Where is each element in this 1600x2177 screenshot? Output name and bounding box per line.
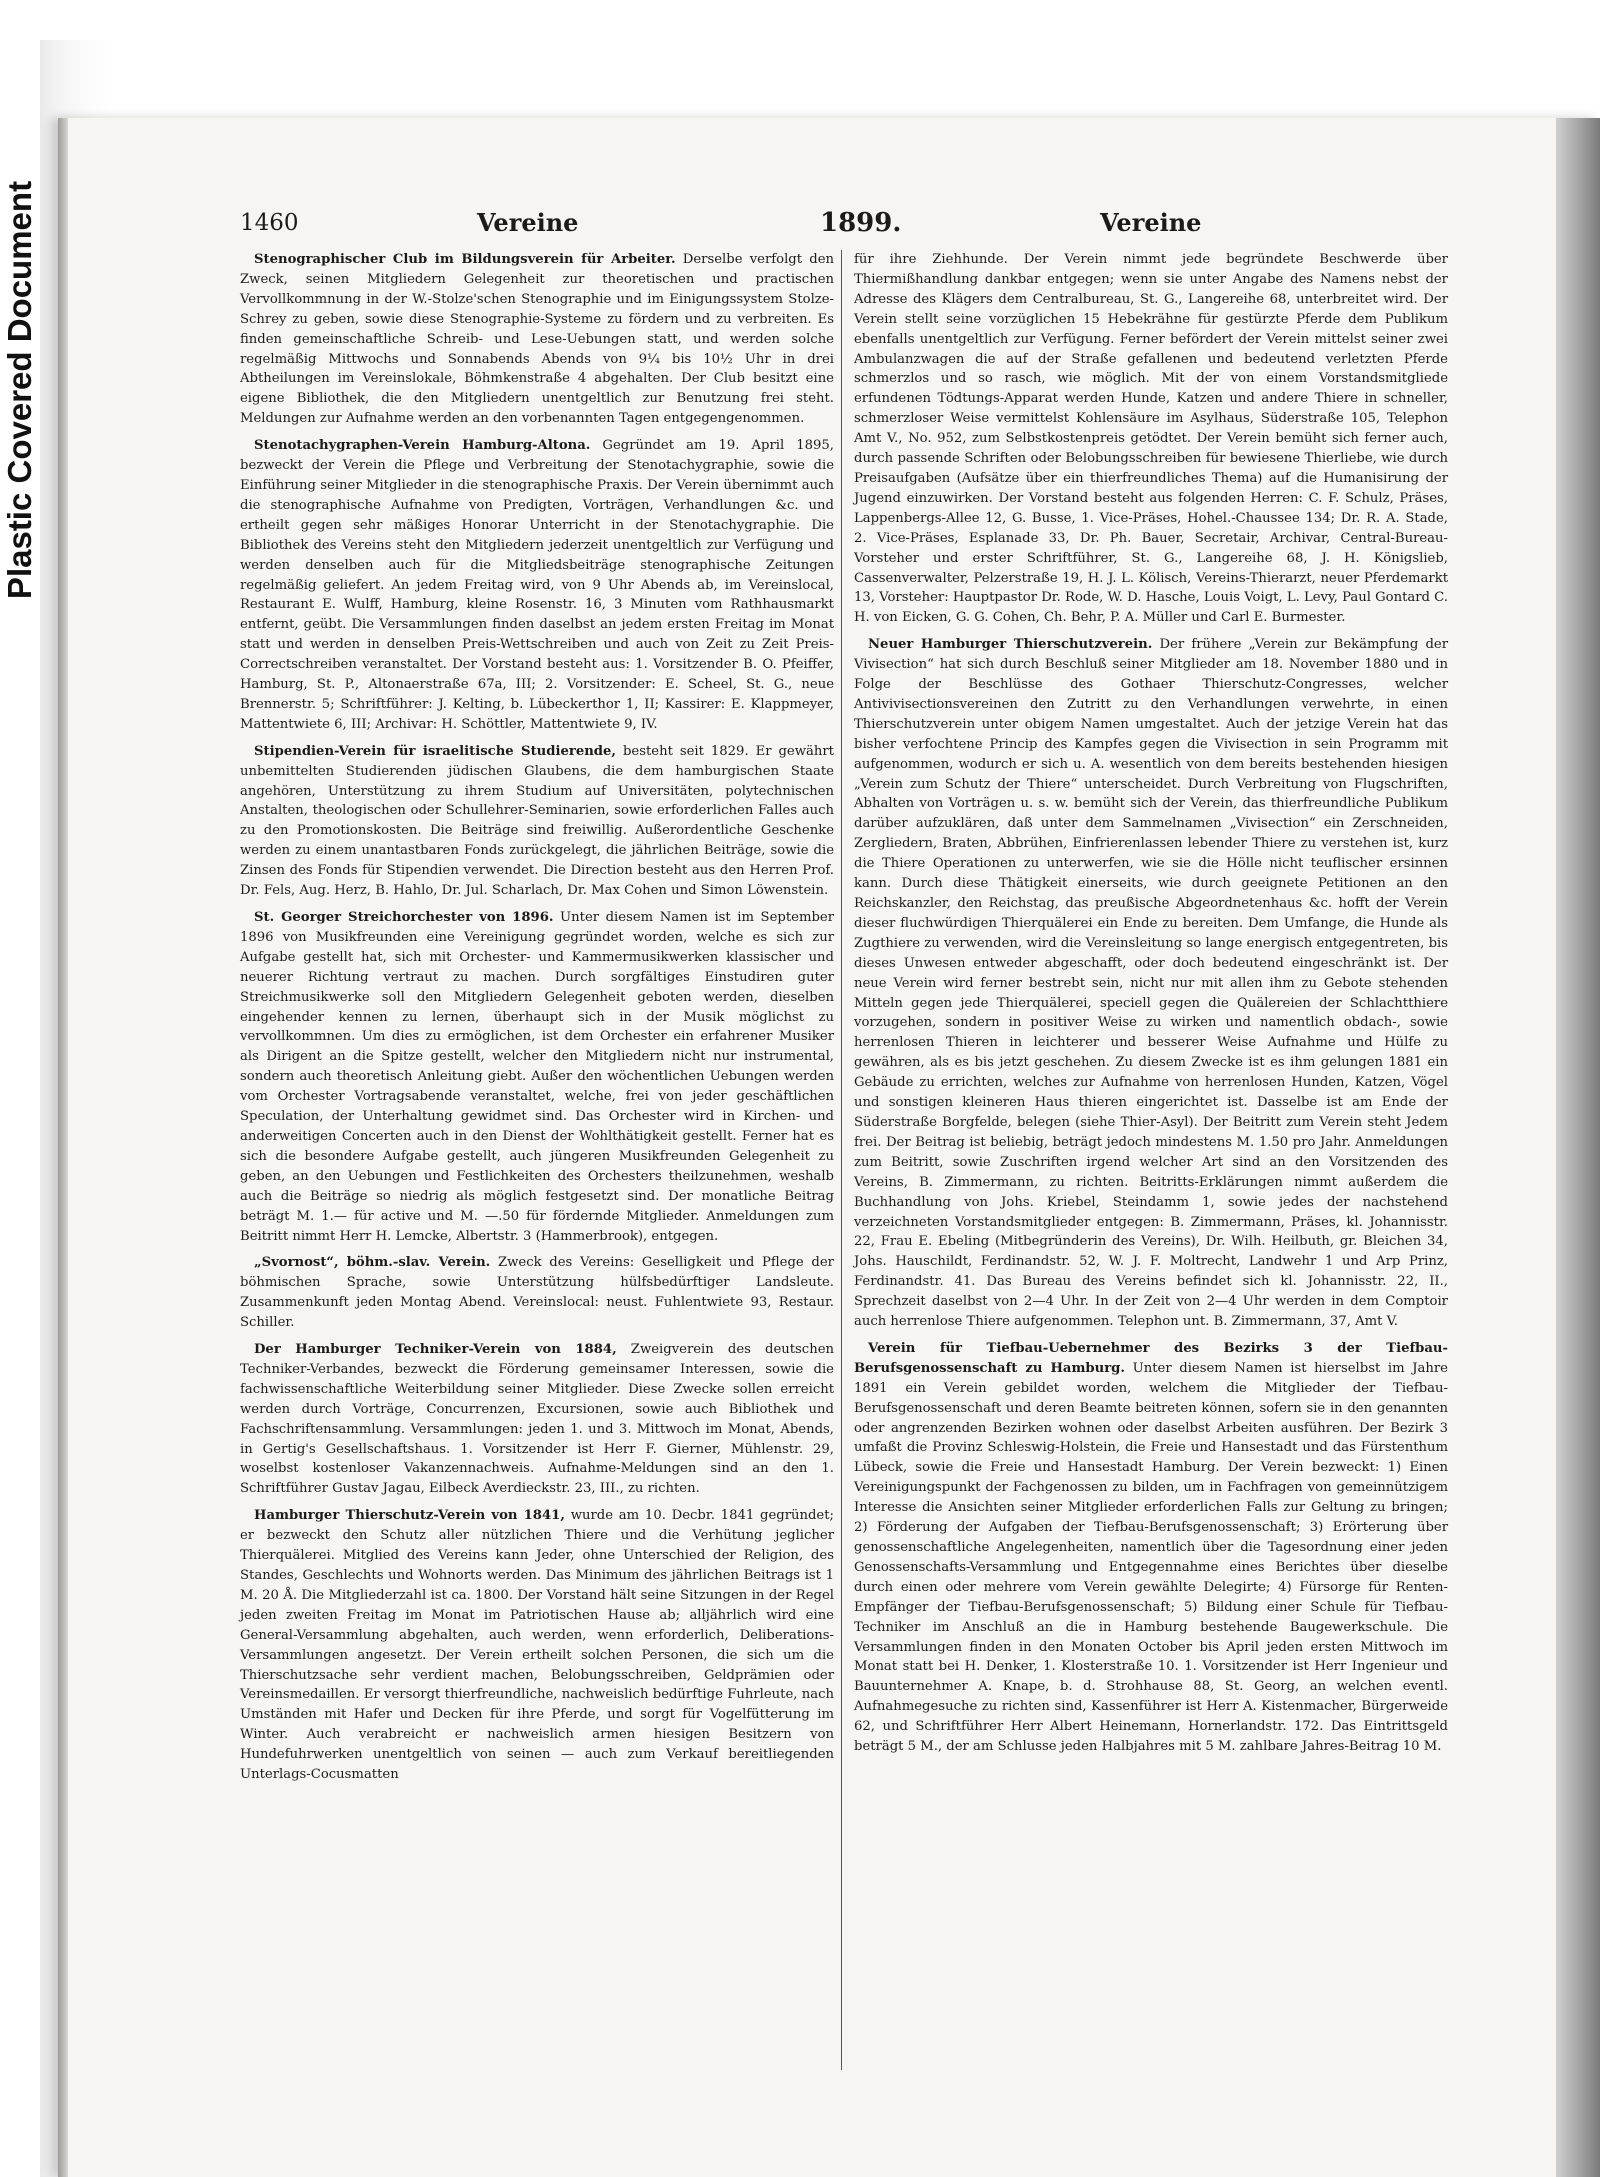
left-column: [240, 250, 834, 1792]
column-divider: [841, 250, 842, 2070]
header-title-right: Vereine: [1100, 208, 1202, 237]
side-label-text: Plastic Covered Document: [1, 180, 38, 600]
entry-title: Der Hamburger Techniker-Verein von 1884,: [254, 1342, 617, 1358]
entry: [240, 1253, 834, 1333]
entry-text: für ihre Ziehhunde. Der Verein nimmt jede begründete Beschwerde über Thiermißhandlung dankbar entgegen; wenn sie unter Angabe des Namens nebst der Adresse des Klägers dem Centralbureau, St. G., Langereihe 68, unterbreitet wird. Der Verein stellt seine vorzüglichen 15 Hebekrähne für gestürzte Pferde dem Publikum ebenfalls unentgeltlich zur Verfügung. Ferner befördert der Verein mittelst seiner zwei Ambulanzwagen die auf der Straße gefallenen und bedeutend verletzten Pferde schmerzlos und so rasch, wie möglich. Mit der von einem Vorstandsmitgliede erfundenen Tödtungs-Apparat werden Hunde, Katzen und andere Thiere in schneller, schmerzloser Weise vermittelst Kohlensäure im Asylhaus, Süderstraße 105, Telephon Amt V., No. 952, zum Selbstkostenpreis getödtet. Der Verein bemüht sich ferner auch, durch passende Schriften oder Belobungsschreiben für bewiesene Thierliebe, wie durch Preisaufgaben (Aufsätze über ein thierfreundliches Thema) auf die Humanisirung der Jugend einzuwirken. Der Vorstand besteht aus folgenden Herren: C. F. Schulz, Präses, Lappenbergs-Allee 12, G. Busse, 1. Vice-Präses, Hohel.-Chaussee 134; Dr. R. A. Stade, 2. Vice-Präses, Esplanade 33, Dr. Ph. Bauer, Secretair, Archivar, Central-Bureau-Vorsteher und erster Schriftführer, St. G., Langereihe 68, J. H. Königslieb, Cassenverwalter, Pelzerstraße 19, H. J. L. Kölisch, Vereins-Thierarzt, neuer Pferdemarkt 13, Vorsteher: Hauptpastor Dr. Rode, W. D. Hasche, Louis Voigt, L. Levy, Paul Gontard C. H. von Eicken, G. G. Cohen, Ch. Behr, P. A. Müller und Carl E. Burmester.: [854, 252, 1448, 626]
right-column: [854, 250, 1448, 1764]
entry-text: besteht seit 1829. Er gewährt unbemittelten Studierenden jüdischen Glaubens, die dem hamburgischen Staate angehören, Unterstützung zu ihrem Studium auf Universitäten, polytechnischen Anstalten, theologischen oder Schullehrer-Seminarien, sowie erforderlichen Falles auch zu den Promotionskosten. Die Beiträge sind freiwillig. Außerordentliche Geschenke werden zu einem unantastbaren Fonds zurückgelegt, die jährlichen Beiträge, sowie die Zinsen des Fonds für Stipendien verwendet. Die Direction besteht aus den Herren Prof. Dr. Fels, Aug. Herz, B. Hahlo, Dr. Jul. Scharlach, Dr. Max Cohen und Simon Löwenstein.: [240, 743, 834, 899]
entry-title: Neuer Hamburger Thierschutzverein.: [868, 637, 1153, 653]
entry-text: Der frühere „Verein zur Bekämpfung der Vivisection“ hat sich durch Beschluß seiner Mitglieder am 18. November 1880 und in Folge der Beschlüsse des Gothaer Thierschutz-Congresses, welcher Antivivisectionsvereinen den Zutritt zu den Verhandlungen verwehrte, in einen Thierschutzverein unter obigem Namen umgestaltet. Auch der jetzige Verein hat das bisher verfochtene Princip des Kampfes gegen die Vivisection in sein Programm mit aufgenommen, wodurch er sich u. A. wesentlich von dem bereits bestehenden hiesigen „Verein zum Schutz der Thiere“ unterscheidet. Durch Verbreitung von Flugschriften, Abhalten von Vorträgen u. s. w. bemüht sich der Verein, das thierfreundliche Publikum darüber aufzuklären, daß unter dem Sammelnamen „Vivisection“ ein Zerschneiden, Zergliedern, Braten, Abbrühen, Einfrierenlassen lebender Thiere zu verstehen ist, kurz die Thiere Operationen zu unterwerfen, wie sie die Hölle nicht teuflischer ersinnen kann. Durch diese Thätigkeit einerseits, wie durch geeignete Petitionen an den Reichskanzler, den Reichstag, das preußische Abgeordnetenhaus &c. hofft der Verein dieser fluchwürdigen Thierquälerei ein Ende zu bereiten. Dem Umfange, die Hunde als Zugthiere zu verwenden, wird die Vereinsleitung so lange energisch entgegentreten, bis dieses Unwesen entweder abgeschafft, oder doch bedeutend eingeschränkt ist. Der neue Verein wird ferner bestrebt sein, nicht nur mit allen ihm zu Gebote stehenden Mitteln gegen jede Thierquälerei, speciell gegen die Quälereien der Schlachtthiere vorzugehen, sondern in positiver Weise zu wirken und namentlich obdach-, sowie herrenlosen Thieren in leichterer und besserer Weise Aufnahme und Hülfe zu gewähren, als es bis jetzt geschehen. Zu diesem Zwecke ist es ihm gelungen 1881 ein Gebäude zu errichten, welches zur Aufnahme von herrenlosen Hunden, Katzen, Vögel und sonstigen kleineren Haus thieren eingerichtet ist. Dasselbe ist am Ende der Süderstraße Borgfelde, belegen (siehe Thier-Asyl). Der Beitritt zum Verein steht Jedem frei. Der Beitrag ist beliebig, beträgt jedoch mindestens M. 1.50 pro Jahr. Anmeldungen zum Beitritt, sowie Zuschriften irgend welcher Art sind an den Vorsitzenden des Vereins, B. Zimmermann, zu richten. Beitritts-Erklärungen nimmt außerdem die Buchhandlung von Johs. Kriebel, Steindamm 1, sowie jedes der nachstehend verzeichneten Vorstandsmitglieder entgegen: B. Zimmermann, Präses, kl. Johannisstr. 22, Frau E. Ebeling (Mitbegründerin des Vereins), Dr. Wilh. Heilbuth, gr. Bleichen 34, Johs. Hauschildt, Ferdinandstr. 52, W. J. F. Moltrecht, Landwehr 1 und Arp Prinz, Ferdinandstr. 41. Das Bureau des Vereins befindet sich kl. Johannisstr. 22, II., Sprechzeit daselbst von 2—4 Uhr. In der Zeit von 2—4 Uhr werden in dem Comptoir auch herrenlose Thiere aufgenommen. Telephon unt. B. Zimmermann, 37, Amt V.: [854, 637, 1448, 1330]
entry: [854, 1339, 1448, 1757]
entry-text: Unter diesem Namen ist hierselbst im Jahre 1891 ein Verein gebildet worden, welchem die Mitglieder der Tiefbau-Berufsgenossenschaft und deren Beamte beitreten können, sofern sie in den genannten oder angrenzenden Bezirken wohnen oder daselbst Arbeiten ausführen. Der Bezirk 3 umfaßt die Provinz Schleswig-Holstein, die Freie und Hansestadt und das Fürstenthum Lübeck, sowie die Freie und Hansestadt Hamburg. Der Verein bezweckt: 1) Einen Vereinigungspunkt der Fachgenossen zu bilden, um in Fachfragen von gemeinnützigem Interesse die Ansichten seiner Mitglieder erforderlichen Falls zur Geltung zu bringen; 2) Förderung der Aufgaben der Tiefbau-Berufsgenossenschaft; 3) Erörterung über genossenschaftliche Angelegenheiten, namentlich über die Tagesordnung einer jeden Genossenschafts-Versammlung und Entgegennahme eines Berichtes über dieselbe durch einen oder mehrere vom Verein gewählte Delegirte; 4) Fürsorge für Renten-Empfänger der Tiefbau-Berufsgenossenschaft; 5) Bildung einer Schule für Tiefbau-Techniker im Anschluß an die in Hamburg bestehende Baugewerkschule. Die Versammlungen finden in den Monaten October bis April jeden ersten Mittwoch im Monat statt bei H. Denker, 1. Klosterstraße 10. 1. Vorsitzender ist Herr Ingenieur und Bauunternehmer A. Knape, b. d. Strohhause 88, St. Georg, an welchen eventl. Aufnahmegesuche zu richten sind, Kassenführer ist Herr A. Kistenmacher, Bürgerweide 62, und Schriftführer Herr Albert Heinemann, Hornerlandstr. 172. Das Eintrittsgeld beträgt 5 M., der am Schlusse jeden Halbjahres mit 5 M. zahlbare Jahres-Beitrag 10 M.: [854, 1360, 1448, 1755]
entry-title: Stipendien-Verein für israelitische Studierende,: [254, 743, 616, 759]
entry-text: Zweck des Vereins: Geselligkeit und Pflege der böhmischen Sprache, sowie Unterstützung hülfsbedürftiger Landsleute. Zusammenkunft jeden Montag Abend. Vereinslocal: neust. Fuhlentwiete 93, Restaur. Schiller.: [240, 1255, 834, 1331]
entry: [240, 908, 834, 1246]
entry: [240, 742, 834, 901]
side-label: [0, 0, 40, 780]
entry-title: Hamburger Thierschutz-Verein von 1841,: [254, 1508, 565, 1524]
entry-text: Unter diesem Namen ist im September 1896 von Musikfreunden eine Vereinigung gegründet worden, welche es sich zur Aufgabe gestellt hat, sich mit Orchester- und Kammermusikwerken klassischer und neuerer Richtung vertraut zu machen. Durch sorgfältiges Einstudiren guter Streichmusikwerke soll den Mitgliedern Gelegenheit geboten werden, dieselben eingehender kennen zu lernen, überhaupt sich in der Musik möglichst zu vervollkommnen. Um dies zu ermöglichen, ist dem Orchester ein erfahrener Musiker als Dirigent an die Spitze gestellt, welcher den Mitgliedern nicht nur instrumental, sondern auch theoretisch Anleitung giebt. Außer den wöchentlichen Uebungen werden vom Orchester Vortragsabende veranstaltet, welche, frei von jeder geschäftlichen Speculation, der Unterhaltung gewidmet sind. Das Orchester wird in Kirchen- und anderweitigen Concerten auch in den Dienst der Wohlthätigkeit gestellt. Ferner hat es sich die besondere Aufgabe gestellt, auch jüngeren Musikfreunden Gelegenheit zu geben, an den Uebungen und Festlichkeiten des Orchesters theilzunehmen, weshalb auch die Beiträge so niedrig als möglich festgesetzt sind. Der monatliche Beitrag beträgt M. 1.— für active und M. —.50 für fördernde Mitglieder. Anmeldungen zum Beitritt nimmt Herr H. Lemcke, Albertstr. 3 (Hammerbrook), entgegen.: [240, 910, 834, 1244]
entry: [240, 1506, 834, 1785]
header-title-left: Vereine: [477, 208, 579, 237]
entry: [854, 635, 1448, 1332]
entry-title: St. Georger Streichorchester von 1896.: [254, 910, 554, 925]
entry-title: Stenotachygraphen-Verein Hamburg-Altona.: [254, 438, 591, 454]
entry-text: wurde am 10. Decbr. 1841 gegründet; er bezweckt den Schutz aller nützlichen Thiere und die Verhütung jeglicher Thierquälerei. Mitglied des Vereins kann Jeder, ohne Unterschied der Religion, des Standes, Geschlechts und Wohnorts werden. Das Minimum des jährlichen Beitrags ist 1 M. 20 Å. Die Mitgliederzahl ist ca. 1800. Der Vorstand hält seine Sitzungen in der Regel jeden zweiten Freitag im Monat im Patriotischen Hause ab; alljährlich wird eine General-Versammlung abgehalten, auch werden, wenn erforderlich, Deliberations-Versammlungen angesetzt. Der Verein ertheilt solchen Personen, die sich um die Thierschutzsache sehr verdient machen, Belobungsschreiben, Geldprämien oder Vereinsmedaillen. Er versorgt thierfreundliche, nachweislich bedürftige Fuhrleute, nach Umständen mit Hafer und Decken für ihre Pferde, und sorgt für Vogelfütterung im Winter. Auch verabreicht er nachweislich armen hiesigen Besitzern von Hundefuhrwerken unentgeltlich von seinen — auch zum Verkauf bereitliegenden Unterlags-Cocusmatten: [240, 1508, 834, 1783]
entry: [240, 1340, 834, 1499]
entry-text: Derselbe verfolgt den Zweck, seinen Mitgliedern Gelegenheit zur theoretischen und practischen Vervollkommnung in der W.-Stolze'schen Stenographie und im Einigungssystem Stolze-Schrey zu geben, sowie diese Stenographie-Systeme zu fördern und zu verbreiten. Es finden gemeinschaftliche Schreib- und Lese-Uebungen statt, und werden solche regelmäßig Mittwochs und Sonnabends Abends von 9¼ bis 10½ Uhr in drei Abtheilungen im Vereinslokale, Böhmkenstraße 4 abgehalten. Der Club besitzt eine eigene Bibliothek, die den Mitgliedern unentgeltlich zur Benutzung frei steht. Meldungen zur Aufnahme werden an den vorbenannten Tagen entgegengenommen.: [240, 252, 834, 427]
entry-title: Verein für Tiefbau-Uebernehmer des Bezirks 3 der Tiefbau-Berufsgenossenschaft zu Hamburg.: [854, 1340, 1448, 1376]
header-year: 1899.: [820, 208, 902, 238]
entry-text: Zweigverein des deutschen Techniker-Verbandes, bezweckt die Förderung gemeinsamer Interessen, sowie die fachwissenschaftliche Weiterbildung seiner Mitglieder. Diese Zwecke sollen erreicht werden durch Vorträge, Concurrenzen, Excursionen, sowie auch Bibliothek und Fachschriftensammlung. Versammlungen: jeden 1. und 3. Mittwoch im Monat, Abends, in Gertig's Gesellschaftshaus. 1. Vorsitzender ist Herr F. Gierner, Mühlenstr. 29, woselbst kostenloser Vakanzennachweis. Aufnahme-Meldungen sind an den 1. Schriftführer Gustav Jagau, Eilbeck Averdieckstr. 23, III., zu richten.: [240, 1342, 834, 1497]
entry-text: Gegründet am 19. April 1895, bezweckt der Verein die Pflege und Verbreitung der Stenotachygraphie, sowie die Einführung seiner Mitglieder in die stenographische Praxis. Der Verein übernimmt auch die stenographische Aufnahme von Predigten, Vorträgen, Verhandlungen &c. und ertheilt gegen sehr mäßiges Honorar Unterricht in der Stenotachygraphie. Die Bibliothek des Vereins steht den Mitgliedern jederzeit unentgeltlich zur Verfügung und werden denselben auch für die Mitgliedsbeiträge stenographische Zeitungen regelmäßig geliefert. An jedem Freitag wird, von 9 Uhr Abends ab, im Vereinslocal, Restaurant E. Wulff, Hamburg, kleine Rosenstr. 16, 3 Minuten vom Rathhausmarkt entfernt, geübt. Die Versammlungen finden daselbst an jedem ersten Freitag im Monat statt und werden in denselben Preis-Wettschreiben und auch von Zeit zu Zeit Preis-Correctschreiben veranstaltet. Der Vorstand besteht aus: 1. Vorsitzender B. O. Pfeiffer, Hamburg, St. P., Altonaerstraße 67a, III; 2. Vorsitzender: E. Scheel, St. G., neue Brennerstr. 5; Schriftführer: J. Kelting, b. Lübeckerthor 1, II; Kassirer: E. Klappmeyer, Mattentwiete 6, III; Archivar: H. Schöttler, Mattentwiete 9, IV.: [240, 438, 834, 732]
page-number: 1460: [240, 210, 299, 236]
entry-continuation: [854, 250, 1448, 628]
entry: [240, 436, 834, 735]
entry-title: Stenographischer Club im Bildungsverein für Arbeiter.: [254, 252, 676, 267]
binding-gutter: [1556, 118, 1600, 2177]
entry-title: „Svornost“, böhm.-slav. Verein.: [254, 1255, 491, 1271]
entry: [240, 250, 834, 429]
page-header: [240, 208, 1530, 242]
